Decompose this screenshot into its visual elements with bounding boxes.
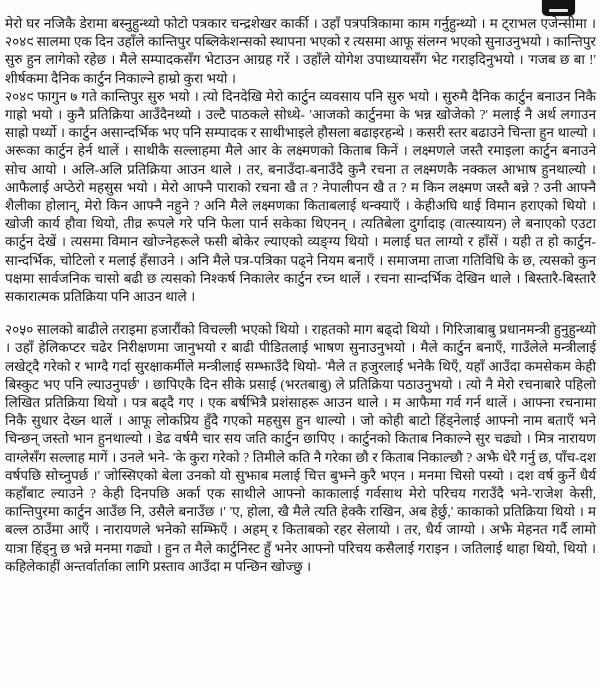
paragraph-3: २०५० सालको बाढीले तराइमा हजारौंको विचल्ली भएको थियो । राहतको माग बढ्दो थियो । गिरिजाबाबु प्रधानमन्त्री हुनुहुन्थ्यो । उहाँ हेलिकप्टर चढेर निरीक्षणमा जानुभयो र बाढी पीडितलाई भाषण सुनाउनुभयो । मैले कार्टुन बनाएँ, गाउँलेले मन्त्रीलाई लखेट्दै गरेको र भाग्दै गर्दा सुरक्षाकर्मीले मन्त्रीलाई सम्झाउँदै थियो- 'मैले त हजुरलाई भनेकै थिएँ, यहाँ आउँदा कमसेकम केही बिस्कुट भए पनि ल्याउनुपर्छ' । छापिएकै दिन सीके प्रसाई (भरतबाबु) ले प्रतिक्रिया पठाउनुभयो । त्यो नै मेरो रचनाबारे पहिलो लिखित प्रतिक्रिया थियो । पत्र बढ्दै गए । एक बर्षभित्रै प्रशंसाहरू आउन थाले । म आफैमा गर्व गर्न थालें । आफ्ना रचनामा निकै सुधार देख्न थालें । आफू लोकप्रिय हुँदै गएको महसुस हुन थाल्यो । जो कोही बाटो हिंड्नेलाई आफ्नो नाम बताएँ भने चिन्छन् जस्तो भान हुनथाल्यो । डेढ वर्षमै चार सय जति कार्टुन छापिए । कार्टुनको किताब निकाल्ने सुर चढ्यो । मित्र नारायण वाग्लेसँग सल्लाह मागें । उनले भने- 'के कुरा गरेको ? तिमीले कति नै गरेका छौ र किताब निकाल्छौ ? अझै धेरै गर्नु छ, पाँच-दश वर्षपछि सोच्नुपर्छ ।' जोस्सिएको बेला उनको यो सुझाब मलाई चित्त बुझ्ने कुरै भएन । मनमा चिसो पस्यो । दश वर्ष कुर्ने धैर्य कहाँबाट ल्याउने ? केही दिनपछि अर्का एक साथीले आफ्नो काकालाई गर्वसाथ मेरो परिचय गराउँदै भने-'राजेश केसी, कान्तिपुरमा कार्टुन आउँछ नि, उसैले बनाउँछ ।' 'ए, होला, खै मैले त्यति हेक्कै राखिन, अब हेर्छु,' काकाको प्रतिक्रिया थियो । म बल्ल ठाउँमा आएँ । नारायणले भनेको सम्झिएँ । अहम् र किताबको रहर सेलायो । तर, धैर्य जाग्यो । अझै मेहनत गर्दै लामो यात्रा हिंड्नु छ भन्ने मनमा गढ्यो । हुन त मैले कार्टुनिस्ट हुँ भनेर आफ्नो परिचय कसैलाई गराइन । जतिलाई थाहा थियो, थियो । कहिलेकाहीं अन्तर्वार्ताका लागि प्रस्ताव आउँदा म पन्छिन खोज्छु । xyxy=(5,322,596,574)
clipped-black-app-icon[interactable] xyxy=(542,0,575,16)
icon-inner-line xyxy=(549,9,568,12)
paragraph-2: २०४९ फागुन ७ गते कान्तिपुर सुरु भयो । त्यो दिनदेखि मेरो कार्टुन व्यवसाय पनि सुरु भयो । सुरुमै दैनिक कार्टुन बनाउन निकै गाह्रो भयो । कुनै प्रतिक्रिया आउँदैनथ्यो । उल्टै पाठकले सोध्थे- 'आजको कार्टुनमा के भन्न खोजेको ?' मलाई नै अर्थ लगाउन साह्रो पर्थ्यो । कार्टुन असान्दर्भिक भए पनि सम्पादक र साथीभाइले हौसला बढाइरहन्थे । कसरी स्तर बढाउने चिन्ता हुन थाल्यो । अरूका कार्टुन हेर्न थालें । साथीकै सल्लाहमा मैले आर के लक्ष्मणको किताब किनें । लक्ष्मणले जस्तै रमाइला कार्टुन बनाउने सोच आयो । अलि-अलि प्रतिक्रिया आउन थाले । तर, बनाउँदा-बनाउँदै कुनै रचना त लक्ष्मणकै नक्कल आभाष हुनथाल्यो । आफैलाई अप्ठेरो महसुस भयो । मेरो आफ्नै पाराको रचना खै त ? नेपालीपन खै त ? म किन लक्ष्मण जस्तै बन्ने ? उनी आफ्नै शैलीका होलान्, मेरो किन आफ्नै नहुने ? अनि मैले लक्ष्मणका किताबलाई थन्क्याएँ । केहीअघि थाई विमान हराएको थियो । खोजी कार्य हौवा थियो, तीव्र रूपले गरे पनि फेला पार्न सकेका थिएनन् । त्यतिबेला दुर्गादाइ (वात्स्यायन) ले बनाएको एउटा कार्टुन देखें । त्यसमा विमान खोज्नेहरूले फसी बोकेर ल्याएको व्यङ्ग्य थियो । मलाई घत लाग्यो र हाँसें । यही त हो कार्टुन-सान्दर्भिक, चोटिलो र मलाई हँसाउने । अनि मैले पत्र-पत्रिका पढ्ने नियम बनाएँ । समाजमा ताजा गतिविधि के छ, त्यसको कुन पक्षमा सार्वजनिक चासो बढी छ त्यसको निश्कर्ष निकालेर कार्टुन रच्न थालें । रचना सान्दर्भिक देखिन थाले । बिस्तारै-बिस्तारै सकारात्मक प्रतिक्रिया पनि आउन थाले । xyxy=(5,88,596,305)
paragraph-1: मेरो घर नजिकै डेरामा बस्नुहुन्थ्यो फोटो पत्रकार चन्द्रशेखर कार्की । उहाँ पत्रपत्रिकामा काम गर्नुहुन्थ्यो । म ट्राभल एजेन्सीमा । २०४९ सालमा एक दिन उहाँले कान्तिपुर पब्लिकेशन्सको स्थापना भएको र त्यसमा आफू संलग्न भएको सुनाउनुभयो । कान्तिपुर सुरु हुन लागेको रहेछ । मैले सम्पादकसँग भेटाउन आग्रह गरें । उहाँले योगेश उपाध्यायसँग भेट गराइदिनुभयो । 'गजब छ बा !' शीर्षकमा दैनिक कार्टुन निकाल्ने हाम्रो कुरा भयो । xyxy=(5,16,596,86)
